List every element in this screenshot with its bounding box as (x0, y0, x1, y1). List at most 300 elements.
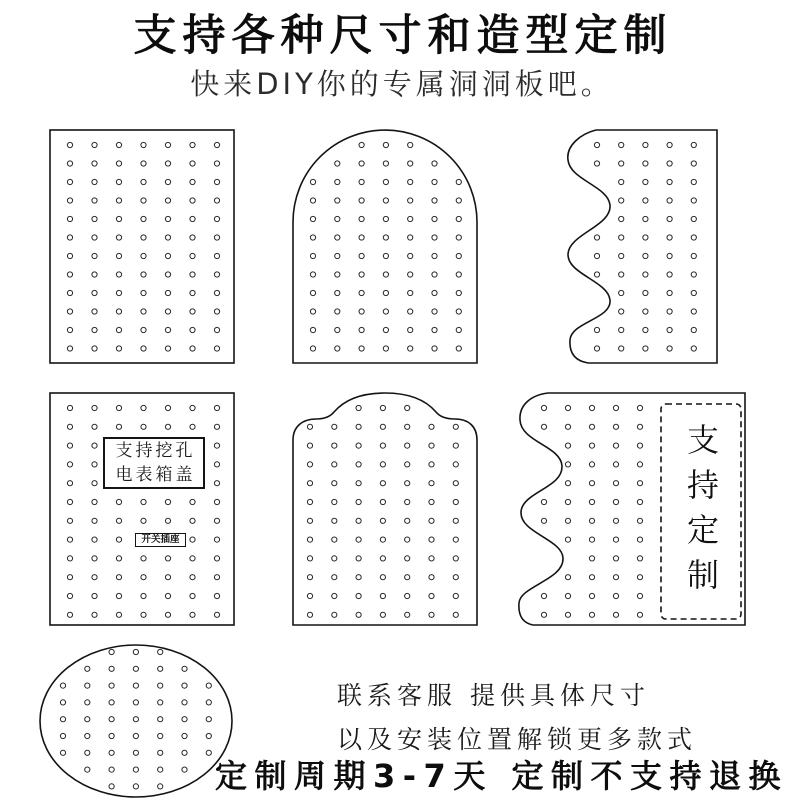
peg-hole (619, 346, 624, 351)
peg-hole (332, 424, 337, 429)
peg-hole (133, 717, 138, 722)
peg-hole (116, 327, 121, 332)
peg-hole (165, 235, 170, 240)
peg-hole (380, 518, 385, 523)
peg-hole (380, 499, 385, 504)
peg-hole (109, 700, 114, 705)
peg-hole (565, 593, 570, 598)
peg-hole (453, 612, 458, 617)
custom-vertical-label: 支持定制 (682, 423, 720, 603)
peg-hole (307, 537, 312, 542)
peg-hole (67, 253, 72, 258)
peg-hole (214, 142, 219, 147)
peg-hole (165, 198, 170, 203)
peg-hole (335, 179, 340, 184)
peg-hole (565, 537, 570, 542)
cutout-label-line-2: 电表箱盖 (115, 465, 196, 485)
peg-hole (691, 309, 696, 314)
peg-hole (432, 235, 437, 240)
peg-hole (667, 179, 672, 184)
peg-hole (380, 443, 385, 448)
peg-hole (165, 346, 170, 351)
peg-hole (190, 405, 195, 410)
peg-hole (214, 346, 219, 351)
peg-hole (158, 683, 163, 688)
peg-hole (408, 198, 413, 203)
cutout-label-line-1: 支持挖孔 (115, 441, 196, 461)
peg-hole (332, 612, 337, 617)
peg-hole (67, 575, 72, 580)
peg-hole (116, 612, 121, 617)
peg-hole (643, 253, 648, 258)
peg-hole (619, 309, 624, 314)
peg-hole (92, 443, 97, 448)
peg-hole (405, 443, 410, 448)
page-title: 支持各种尺寸和造型定制 (133, 11, 673, 61)
peg-hole (383, 272, 388, 277)
peg-hole (109, 649, 114, 654)
peg-hole (383, 309, 388, 314)
peg-hole (165, 556, 170, 561)
peg-hole (133, 750, 138, 755)
peg-hole (541, 518, 546, 523)
peg-hole (307, 443, 312, 448)
peg-hole (359, 290, 364, 295)
peg-hole (165, 424, 170, 429)
peg-hole (165, 593, 170, 598)
peg-hole (613, 481, 618, 486)
peg-hole (332, 518, 337, 523)
peg-hole (307, 462, 312, 467)
peg-hole (589, 481, 594, 486)
peg-hole (589, 424, 594, 429)
peg-hole (667, 272, 672, 277)
peg-hole (206, 700, 211, 705)
peg-hole (408, 253, 413, 258)
peg-hole (92, 179, 97, 184)
peg-hole (594, 235, 599, 240)
peg-hole (214, 290, 219, 295)
peg-hole (335, 272, 340, 277)
peg-hole (429, 593, 434, 598)
peg-hole (141, 235, 146, 240)
peg-hole (432, 327, 437, 332)
peg-hole (541, 593, 546, 598)
peg-hole (619, 235, 624, 240)
peg-hole (643, 290, 648, 295)
peg-hole (307, 556, 312, 561)
peg-hole (141, 518, 146, 523)
peg-hole (613, 593, 618, 598)
peg-hole (67, 179, 72, 184)
peg-hole (214, 198, 219, 203)
peg-hole (109, 784, 114, 789)
peg-hole (643, 161, 648, 166)
peg-hole (158, 750, 163, 755)
peg-hole (190, 290, 195, 295)
peg-hole (109, 666, 114, 671)
peg-hole (141, 179, 146, 184)
peg-hole (307, 518, 312, 523)
peg-hole (190, 612, 195, 617)
peg-hole (310, 179, 315, 184)
peg-hole (356, 424, 361, 429)
peg-hole (691, 216, 696, 221)
peg-hole (141, 161, 146, 166)
peg-hole (141, 142, 146, 147)
peg-hole (637, 575, 642, 580)
peg-hole (133, 666, 138, 671)
peg-hole (60, 750, 65, 755)
peg-hole (432, 290, 437, 295)
peg-hole (310, 253, 315, 258)
peg-hole (85, 767, 90, 772)
peg-hole (453, 593, 458, 598)
peg-hole (565, 518, 570, 523)
peg-hole (453, 537, 458, 542)
peg-hole (190, 593, 195, 598)
peg-hole (335, 327, 340, 332)
peg-hole (691, 235, 696, 240)
peg-hole (619, 142, 624, 147)
peg-hole (310, 290, 315, 295)
peg-hole (335, 290, 340, 295)
peg-hole (643, 235, 648, 240)
peg-hole (116, 537, 121, 542)
peg-hole (133, 733, 138, 738)
peg-hole (356, 593, 361, 598)
peg-hole (643, 142, 648, 147)
peg-hole (67, 290, 72, 295)
peg-hole (190, 556, 195, 561)
peg-hole (405, 405, 410, 410)
peg-hole (133, 784, 138, 789)
peg-hole (165, 518, 170, 523)
peg-hole (405, 575, 410, 580)
peg-hole (565, 481, 570, 486)
peg-hole (214, 612, 219, 617)
peg-hole (589, 499, 594, 504)
peg-hole (116, 198, 121, 203)
peg-hole (214, 216, 219, 221)
peg-hole (116, 556, 121, 561)
peg-hole (589, 443, 594, 448)
peg-hole (60, 733, 65, 738)
peg-hole (190, 327, 195, 332)
peg-hole (310, 272, 315, 277)
peg-hole (182, 717, 187, 722)
peg-hole (456, 179, 461, 184)
peg-hole (335, 309, 340, 314)
peg-hole (429, 537, 434, 542)
peg-hole (456, 216, 461, 221)
peg-hole (116, 575, 121, 580)
peg-hole (356, 518, 361, 523)
peg-hole (190, 499, 195, 504)
peg-hole (691, 142, 696, 147)
peg-hole (214, 405, 219, 410)
peg-hole (383, 216, 388, 221)
peg-hole (335, 216, 340, 221)
peg-hole (332, 499, 337, 504)
peg-hole (214, 575, 219, 580)
peg-hole (643, 272, 648, 277)
peg-hole (453, 443, 458, 448)
peg-hole (332, 462, 337, 467)
peg-hole (667, 142, 672, 147)
peg-hole (613, 556, 618, 561)
peg-hole (310, 346, 315, 351)
cutout-label-box (103, 437, 205, 489)
peg-hole (190, 518, 195, 523)
peg-hole (619, 216, 624, 221)
peg-hole (405, 462, 410, 467)
peg-hole (109, 767, 114, 772)
peg-hole (613, 424, 618, 429)
peg-hole (589, 405, 594, 410)
peg-hole (456, 198, 461, 203)
peg-hole (60, 683, 65, 688)
peg-hole (92, 481, 97, 486)
peg-hole (109, 683, 114, 688)
peg-hole (408, 179, 413, 184)
peg-hole (380, 556, 385, 561)
peg-hole (116, 290, 121, 295)
peg-hole (359, 179, 364, 184)
peg-hole (116, 142, 121, 147)
peg-hole (613, 612, 618, 617)
peg-hole (116, 309, 121, 314)
peg-hole (619, 179, 624, 184)
peg-hole (67, 161, 72, 166)
peg-hole (405, 556, 410, 561)
peg-hole (85, 733, 90, 738)
peg-hole (165, 575, 170, 580)
peg-hole (141, 216, 146, 221)
peg-hole (432, 161, 437, 166)
peg-hole (92, 537, 97, 542)
peg-hole (359, 327, 364, 332)
peg-hole (92, 309, 97, 314)
peg-hole (214, 537, 219, 542)
peg-hole (667, 290, 672, 295)
peg-hole (456, 346, 461, 351)
peg-hole (92, 556, 97, 561)
peg-hole (380, 612, 385, 617)
peg-hole (67, 481, 72, 486)
peg-hole (453, 424, 458, 429)
peg-hole (643, 346, 648, 351)
peg-hole (67, 216, 72, 221)
peg-hole (541, 612, 546, 617)
peg-hole (667, 327, 672, 332)
peg-hole (214, 161, 219, 166)
peg-hole (190, 537, 195, 542)
peg-hole (92, 499, 97, 504)
peg-hole (643, 179, 648, 184)
peg-hole (359, 346, 364, 351)
peg-hole (619, 198, 624, 203)
peg-hole (613, 443, 618, 448)
peg-hole (453, 499, 458, 504)
peg-hole (589, 612, 594, 617)
peg-hole (214, 462, 219, 467)
peg-hole (359, 142, 364, 147)
peg-hole (190, 272, 195, 277)
peg-hole (307, 424, 312, 429)
peg-hole (85, 717, 90, 722)
peg-hole (456, 253, 461, 258)
peg-hole (429, 462, 434, 467)
peg-hole (383, 142, 388, 147)
peg-hole (60, 700, 65, 705)
peg-hole (408, 290, 413, 295)
peg-hole (310, 198, 315, 203)
peg-hole (92, 161, 97, 166)
peg-hole (432, 179, 437, 184)
peg-hole (141, 198, 146, 203)
peg-hole (158, 700, 163, 705)
peg-hole (356, 405, 361, 410)
peg-hole (67, 142, 72, 147)
peg-hole (619, 272, 624, 277)
peg-hole (380, 593, 385, 598)
peg-hole (307, 499, 312, 504)
peg-hole (116, 161, 121, 166)
peg-hole (335, 198, 340, 203)
peg-hole (637, 593, 642, 598)
peg-hole (432, 309, 437, 314)
peg-hole (109, 733, 114, 738)
peg-hole (380, 405, 385, 410)
peg-hole (383, 346, 388, 351)
peg-hole (383, 161, 388, 166)
peg-hole (190, 179, 195, 184)
peg-hole (214, 309, 219, 314)
peg-hole (141, 556, 146, 561)
peg-hole (637, 424, 642, 429)
peg-hole (359, 161, 364, 166)
peg-hole (594, 253, 599, 258)
peg-hole (182, 750, 187, 755)
peg-hole (691, 198, 696, 203)
peg-hole (190, 346, 195, 351)
peg-hole (158, 767, 163, 772)
peg-hole (383, 327, 388, 332)
peg-hole (383, 198, 388, 203)
peg-hole (307, 481, 312, 486)
peg-hole (141, 327, 146, 332)
peg-hole (565, 575, 570, 580)
peg-hole (92, 575, 97, 580)
peg-hole (594, 346, 599, 351)
peg-hole (92, 327, 97, 332)
peg-hole (190, 216, 195, 221)
peg-hole (667, 161, 672, 166)
peg-hole (667, 216, 672, 221)
peg-hole (408, 272, 413, 277)
peg-hole (541, 424, 546, 429)
peg-hole (453, 518, 458, 523)
peg-hole (141, 575, 146, 580)
peg-hole (92, 216, 97, 221)
peg-hole (637, 612, 642, 617)
peg-hole (432, 198, 437, 203)
peg-hole (116, 272, 121, 277)
peg-hole (92, 518, 97, 523)
peg-hole (356, 537, 361, 542)
peg-hole (165, 290, 170, 295)
peg-hole (380, 481, 385, 486)
peg-hole (67, 309, 72, 314)
peg-hole (67, 198, 72, 203)
peg-hole (92, 612, 97, 617)
peg-hole (307, 612, 312, 617)
peg-hole (613, 518, 618, 523)
peg-hole (332, 593, 337, 598)
peg-hole (637, 405, 642, 410)
peg-hole (206, 733, 211, 738)
peg-hole (691, 290, 696, 295)
peg-hole (67, 556, 72, 561)
peg-hole (92, 462, 97, 467)
peg-hole (594, 272, 599, 277)
peg-hole (141, 405, 146, 410)
peg-hole (92, 346, 97, 351)
peg-hole (165, 499, 170, 504)
peg-hole (214, 327, 219, 332)
peg-hole (456, 272, 461, 277)
peg-hole (667, 346, 672, 351)
peg-hole (432, 346, 437, 351)
peg-hole (594, 142, 599, 147)
peg-hole (453, 575, 458, 580)
peg-hole (310, 309, 315, 314)
peg-hole (182, 683, 187, 688)
peg-hole (429, 518, 434, 523)
peg-hole (141, 593, 146, 598)
peg-hole (589, 537, 594, 542)
peg-hole (141, 612, 146, 617)
peg-hole (383, 290, 388, 295)
peg-hole (619, 290, 624, 295)
switch-socket-label: 开关插座 (135, 533, 186, 547)
peg-hole (359, 235, 364, 240)
peg-hole (408, 346, 413, 351)
peg-hole (165, 405, 170, 410)
peg-hole (429, 499, 434, 504)
peg-hole (380, 537, 385, 542)
peg-hole (356, 575, 361, 580)
peg-hole (158, 649, 163, 654)
peg-hole (589, 462, 594, 467)
peg-hole (116, 518, 121, 523)
peg-hole (405, 537, 410, 542)
peg-hole (214, 179, 219, 184)
peg-hole (165, 179, 170, 184)
peg-hole (141, 346, 146, 351)
peg-hole (429, 612, 434, 617)
peg-hole (67, 537, 72, 542)
peg-hole (190, 309, 195, 314)
peg-hole (332, 556, 337, 561)
peg-hole (158, 733, 163, 738)
peg-hole (165, 612, 170, 617)
peg-hole (359, 272, 364, 277)
peg-hole (408, 142, 413, 147)
peg-hole (165, 161, 170, 166)
peg-hole (453, 481, 458, 486)
